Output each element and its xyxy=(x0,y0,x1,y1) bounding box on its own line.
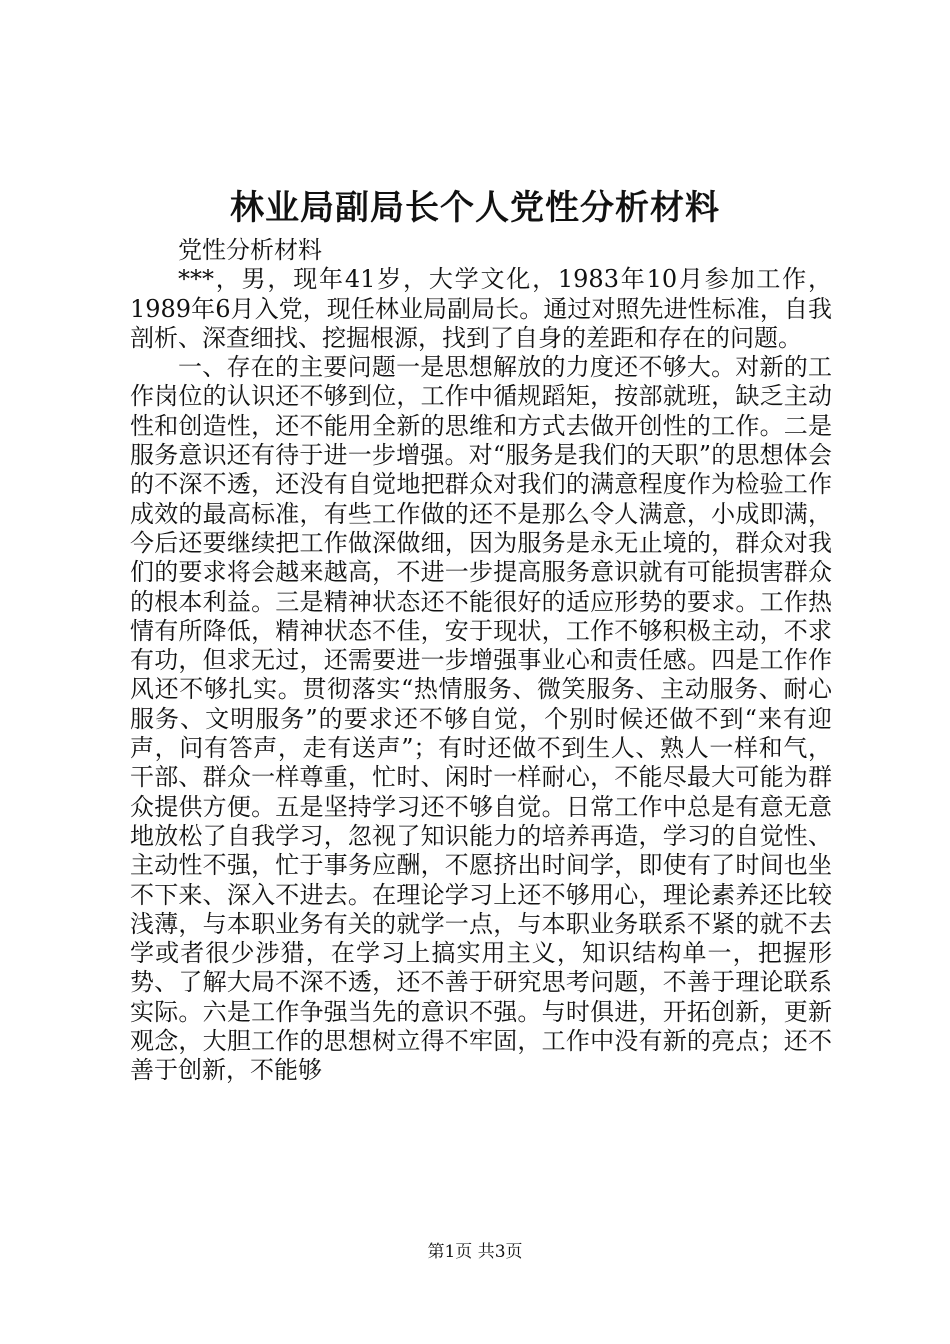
document-title: 林业局副局长个人党性分析材料 xyxy=(230,188,720,228)
paragraph-subtitle: 党性分析材料 xyxy=(178,236,322,264)
page-number: 第1页 共3页 xyxy=(427,1242,523,1262)
paragraph-problems: 一、存在的主要问题一是思想解放的力度还不够大。对新的工作岗位的认识还不够到位，工作中循规蹈矩，按部就班，缺乏主动性和创造性，还不能用全新的思维和方式去做开创性的工作。二是服务意识还有待于进一步增强。对“服务是我们的天职”的思想体会的不深不透，还没有自觉地把群众对我们的满意程度作为检验工作成效的最高标准，有些工作做的还不是那么令人满意，小成即满，今后还要继续把工作做深做细，因为服务是永无止境的，群众对我们的要求将会越来越高，不进一步提高服务意识就有可能损害群众的根本利益。三是精神状态还不能很好的适应形势的要求。工作热情有所降低，精神状态不佳，安于现状，工作不够积极主动，不求有功，但求无过，还需要进一步增强事业心和责任感。四是工作作风还不够扎实。贯彻落实“热情服务、微笑服务、主动服务、耐心服务、文明服务”的要求还不够自觉，个别时候还做不到“来有迎声，问有答声，走有送声”；有时还做不到生人、熟人一样和气，干部、群众一样尊重，忙时、闲时一样耐心，不能尽最大可能为群众提供方便。五是坚持学习还不够自觉。日常工作中总是有意无意地放松了自我学习，忽视了知识能力的培养再造，学习的自觉性、主动性不强，忙于事务应酬，不愿挤出时间学，即使有了时间也坐不下来、深入不进去。在理论学习上还不够用心，理论素养还比较浅薄，与本职业务有关的就学一点，与本职业务联系不紧的就不去学或者很少涉猎，在学习上搞实用主义，知识结构单一，把握形势、了解大局不深不透，还不善于研究思考问题，不善于理论联系实际。六是工作争强当先的意识不强。与时俱进，开拓创新，更新观念，大胆工作的思想树立得不牢固，工作中没有新的亮点；还不善于创新，不能够 xyxy=(130,353,832,1085)
document-body xyxy=(130,236,832,1086)
paragraph-intro: ***，男，现年41岁，大学文化，1983年10月参加工作，1989年6月入党，现任林业局副局长。通过对照先进性标准，自我剖析、深查细找、挖掘根源，找到了自身的差距和存在的问题。 xyxy=(130,265,832,352)
